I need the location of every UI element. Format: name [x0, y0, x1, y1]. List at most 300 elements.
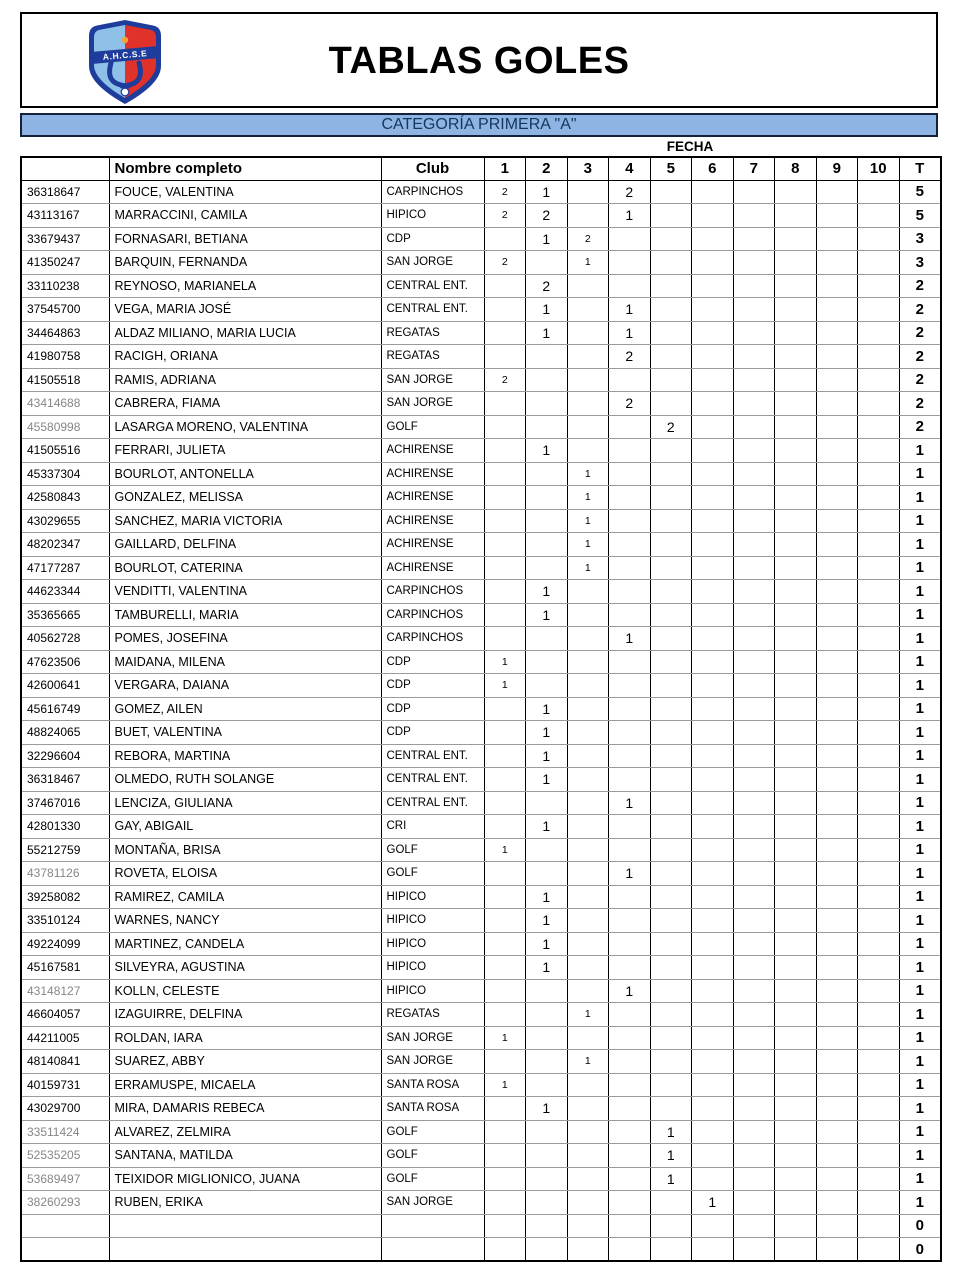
goal-cell-fecha-4: 1 [609, 298, 651, 322]
goal-cell-fecha-8 [775, 744, 817, 768]
goal-cell-fecha-3 [567, 862, 609, 886]
goal-cell-fecha-5 [650, 721, 692, 745]
goal-cell-fecha-4 [609, 909, 651, 933]
goal-cell-fecha-9 [816, 1003, 858, 1027]
goal-cell-fecha-7 [733, 603, 775, 627]
total-goals: 1 [899, 768, 941, 792]
player-name: FOUCE, VALENTINA [109, 180, 381, 204]
player-name: LASARGA MORENO, VALENTINA [109, 415, 381, 439]
goal-cell-fecha-3: 1 [567, 556, 609, 580]
goal-cell-fecha-4 [609, 1214, 651, 1238]
col-header-fecha-9: 9 [816, 157, 858, 180]
goal-cell-fecha-2 [526, 415, 568, 439]
goal-cell-fecha-1 [484, 345, 526, 369]
goal-cell-fecha-8 [775, 979, 817, 1003]
goal-cell-fecha-7 [733, 486, 775, 510]
goal-cell-fecha-9 [816, 744, 858, 768]
goal-cell-fecha-6 [692, 1214, 734, 1238]
goal-cell-fecha-7 [733, 650, 775, 674]
goal-cell-fecha-1 [484, 909, 526, 933]
player-row [21, 791, 941, 815]
goal-cell-fecha-5 [650, 533, 692, 557]
player-row [21, 862, 941, 886]
goal-cell-fecha-9 [816, 1214, 858, 1238]
category-bar: CATEGORÍA PRIMERA "A" [20, 113, 938, 137]
player-id: 39258082 [21, 885, 109, 909]
player-row [21, 486, 941, 510]
goal-cell-fecha-5 [650, 791, 692, 815]
club-name: ACHIRENSE [381, 556, 484, 580]
goal-cell-fecha-6 [692, 556, 734, 580]
goal-cell-fecha-6 [692, 298, 734, 322]
goal-cell-fecha-8 [775, 1191, 817, 1215]
player-id: 41505516 [21, 439, 109, 463]
goal-cell-fecha-4 [609, 274, 651, 298]
goal-cell-fecha-10 [858, 392, 900, 416]
goal-cell-fecha-6 [692, 1050, 734, 1074]
player-name: SANTANA, MATILDA [109, 1144, 381, 1168]
goal-cell-fecha-9 [816, 580, 858, 604]
goal-cell-fecha-7 [733, 204, 775, 228]
goal-cell-fecha-10 [858, 1191, 900, 1215]
goal-cell-fecha-2: 1 [526, 768, 568, 792]
goal-cell-fecha-6 [692, 462, 734, 486]
goal-cell-fecha-7 [733, 1050, 775, 1074]
goal-cell-fecha-1 [484, 744, 526, 768]
goal-cell-fecha-5 [650, 1097, 692, 1121]
goal-cell-fecha-10 [858, 697, 900, 721]
goal-cell-fecha-10 [858, 180, 900, 204]
goal-cell-fecha-4 [609, 1167, 651, 1191]
goal-cell-fecha-4: 1 [609, 627, 651, 651]
total-goals: 1 [899, 956, 941, 980]
player-row [21, 1097, 941, 1121]
col-header-total: T [899, 157, 941, 180]
goal-cell-fecha-7 [733, 509, 775, 533]
player-row [21, 650, 941, 674]
total-goals: 2 [899, 274, 941, 298]
player-id: 45337304 [21, 462, 109, 486]
goal-cell-fecha-8 [775, 204, 817, 228]
goal-cell-fecha-6 [692, 603, 734, 627]
goal-cell-fecha-10 [858, 533, 900, 557]
club-name: REGATAS [381, 1003, 484, 1027]
goal-cell-fecha-2: 2 [526, 274, 568, 298]
total-goals: 1 [899, 697, 941, 721]
goal-cell-fecha-9 [816, 298, 858, 322]
col-header-id [21, 157, 109, 180]
goal-cell-fecha-10 [858, 1167, 900, 1191]
total-goals: 1 [899, 674, 941, 698]
goal-cell-fecha-6 [692, 486, 734, 510]
player-id: 34464863 [21, 321, 109, 345]
goal-cell-fecha-4 [609, 768, 651, 792]
goal-cell-fecha-5 [650, 815, 692, 839]
goal-cell-fecha-10 [858, 815, 900, 839]
goal-cell-fecha-5 [650, 627, 692, 651]
player-row [21, 204, 941, 228]
club-name: ACHIRENSE [381, 533, 484, 557]
goal-cell-fecha-8 [775, 533, 817, 557]
goal-cell-fecha-4 [609, 744, 651, 768]
player-id: 37545700 [21, 298, 109, 322]
goal-cell-fecha-1 [484, 486, 526, 510]
player-name: LENCIZA, GIULIANA [109, 791, 381, 815]
goal-cell-fecha-10 [858, 791, 900, 815]
goal-cell-fecha-4 [609, 1097, 651, 1121]
player-id: 48140841 [21, 1050, 109, 1074]
goal-cell-fecha-2 [526, 1026, 568, 1050]
goal-cell-fecha-1 [484, 1097, 526, 1121]
goal-cell-fecha-7 [733, 791, 775, 815]
player-name: BARQUIN, FERNANDA [109, 251, 381, 275]
total-goals: 3 [899, 251, 941, 275]
goal-cell-fecha-10 [858, 251, 900, 275]
club-name: GOLF [381, 1120, 484, 1144]
player-id: 43148127 [21, 979, 109, 1003]
player-name: POMES, JOSEFINA [109, 627, 381, 651]
player-row [21, 1073, 941, 1097]
goal-cell-fecha-5 [650, 251, 692, 275]
club-name: SAN JORGE [381, 392, 484, 416]
goal-cell-fecha-1 [484, 979, 526, 1003]
player-row [21, 979, 941, 1003]
goal-cell-fecha-7 [733, 180, 775, 204]
goal-cell-fecha-6 [692, 909, 734, 933]
goal-cell-fecha-1 [484, 697, 526, 721]
goal-cell-fecha-4 [609, 486, 651, 510]
player-id: 42600641 [21, 674, 109, 698]
goal-cell-fecha-5 [650, 744, 692, 768]
goal-cell-fecha-1 [484, 721, 526, 745]
goal-cell-fecha-10 [858, 862, 900, 886]
goal-cell-fecha-5 [650, 580, 692, 604]
goal-cell-fecha-1: 1 [484, 650, 526, 674]
club-name: HIPICO [381, 932, 484, 956]
total-goals: 2 [899, 415, 941, 439]
total-goals: 1 [899, 627, 941, 651]
header-row [21, 157, 941, 180]
goal-cell-fecha-7 [733, 838, 775, 862]
goal-cell-fecha-4 [609, 1003, 651, 1027]
goal-cell-fecha-7 [733, 1120, 775, 1144]
club-name: CENTRAL ENT. [381, 791, 484, 815]
player-name: MIRA, DAMARIS REBECA [109, 1097, 381, 1121]
goal-cell-fecha-7 [733, 1144, 775, 1168]
col-header-fecha-10: 10 [858, 157, 900, 180]
goal-cell-fecha-9 [816, 697, 858, 721]
goal-cell-fecha-8 [775, 345, 817, 369]
goal-cell-fecha-10 [858, 885, 900, 909]
club-name: CARPINCHOS [381, 180, 484, 204]
player-row [21, 298, 941, 322]
player-row [21, 274, 941, 298]
goal-cell-fecha-9 [816, 509, 858, 533]
goal-cell-fecha-10 [858, 979, 900, 1003]
total-goals: 1 [899, 1073, 941, 1097]
player-name: MAIDANA, MILENA [109, 650, 381, 674]
club-name [381, 1238, 484, 1262]
goal-cell-fecha-5 [650, 556, 692, 580]
goal-cell-fecha-7 [733, 462, 775, 486]
total-goals: 1 [899, 603, 941, 627]
goal-cell-fecha-10 [858, 1050, 900, 1074]
goal-cell-fecha-9 [816, 368, 858, 392]
player-id: 41980758 [21, 345, 109, 369]
goal-cell-fecha-6 [692, 180, 734, 204]
goal-cell-fecha-6 [692, 1120, 734, 1144]
goal-cell-fecha-3 [567, 674, 609, 698]
goal-cell-fecha-1 [484, 627, 526, 651]
goal-cell-fecha-6 [692, 392, 734, 416]
goal-cell-fecha-6 [692, 885, 734, 909]
goal-cell-fecha-3 [567, 979, 609, 1003]
goal-cell-fecha-9 [816, 486, 858, 510]
goal-cell-fecha-6 [692, 838, 734, 862]
player-id: 33679437 [21, 227, 109, 251]
club-name: CARPINCHOS [381, 580, 484, 604]
goal-cell-fecha-7 [733, 1214, 775, 1238]
goal-cell-fecha-8 [775, 509, 817, 533]
goal-cell-fecha-9 [816, 932, 858, 956]
fecha-label: FECHA [666, 139, 714, 154]
goal-cell-fecha-10 [858, 509, 900, 533]
player-name: GONZALEZ, MELISSA [109, 486, 381, 510]
total-goals: 1 [899, 533, 941, 557]
total-goals: 1 [899, 744, 941, 768]
goal-cell-fecha-6 [692, 204, 734, 228]
goal-cell-fecha-3 [567, 1214, 609, 1238]
goal-cell-fecha-7 [733, 932, 775, 956]
player-name: GAY, ABIGAIL [109, 815, 381, 839]
player-name: MARRACCINI, CAMILA [109, 204, 381, 228]
goal-cell-fecha-7 [733, 909, 775, 933]
club-name: CARPINCHOS [381, 603, 484, 627]
player-id: 49224099 [21, 932, 109, 956]
goal-cell-fecha-5 [650, 1003, 692, 1027]
goal-cell-fecha-4: 1 [609, 862, 651, 886]
total-goals: 1 [899, 1097, 941, 1121]
player-id: 43113167 [21, 204, 109, 228]
goal-cell-fecha-10 [858, 1144, 900, 1168]
goal-cell-fecha-8 [775, 486, 817, 510]
player-row [21, 580, 941, 604]
goal-cell-fecha-9 [816, 603, 858, 627]
goal-cell-fecha-7 [733, 674, 775, 698]
player-row [21, 180, 941, 204]
goal-cell-fecha-8 [775, 1050, 817, 1074]
goal-cell-fecha-3: 1 [567, 509, 609, 533]
goal-cell-fecha-4 [609, 1238, 651, 1262]
goal-cell-fecha-1 [484, 462, 526, 486]
total-goals: 1 [899, 1003, 941, 1027]
goal-cell-fecha-6 [692, 862, 734, 886]
goal-cell-fecha-10 [858, 838, 900, 862]
goal-cell-fecha-8 [775, 838, 817, 862]
col-header-name: Nombre completo [109, 157, 381, 180]
goal-cell-fecha-3 [567, 838, 609, 862]
goal-cell-fecha-9 [816, 227, 858, 251]
goal-cell-fecha-8 [775, 392, 817, 416]
goal-cell-fecha-3 [567, 321, 609, 345]
goal-cell-fecha-6 [692, 627, 734, 651]
goal-cell-fecha-7 [733, 392, 775, 416]
goal-cell-fecha-5 [650, 885, 692, 909]
goal-cell-fecha-2 [526, 1167, 568, 1191]
player-row [21, 909, 941, 933]
goal-cell-fecha-4: 1 [609, 979, 651, 1003]
player-name: MARTINEZ, CANDELA [109, 932, 381, 956]
goal-cell-fecha-6 [692, 979, 734, 1003]
goal-cell-fecha-9 [816, 650, 858, 674]
goal-cell-fecha-3 [567, 768, 609, 792]
club-name: CDP [381, 227, 484, 251]
hockey-ball-icon [121, 88, 129, 96]
goal-cell-fecha-1 [484, 956, 526, 980]
player-name: RAMIS, ADRIANA [109, 368, 381, 392]
goal-cell-fecha-8 [775, 862, 817, 886]
goal-cell-fecha-10 [858, 1214, 900, 1238]
player-name: GAILLARD, DELFINA [109, 533, 381, 557]
goal-cell-fecha-5 [650, 956, 692, 980]
goal-cell-fecha-5 [650, 838, 692, 862]
goal-cell-fecha-5 [650, 509, 692, 533]
goal-cell-fecha-3 [567, 932, 609, 956]
goal-cell-fecha-8 [775, 721, 817, 745]
player-row [21, 932, 941, 956]
col-header-fecha-1: 1 [484, 157, 526, 180]
goal-cell-fecha-6 [692, 1026, 734, 1050]
player-id: 43029700 [21, 1097, 109, 1121]
goal-cell-fecha-6 [692, 368, 734, 392]
player-name: CABRERA, FIAMA [109, 392, 381, 416]
goal-cell-fecha-7 [733, 345, 775, 369]
goal-cell-fecha-8 [775, 791, 817, 815]
goal-cell-fecha-4 [609, 1120, 651, 1144]
goal-cell-fecha-1 [484, 1003, 526, 1027]
goal-cell-fecha-5: 2 [650, 415, 692, 439]
goal-cell-fecha-5 [650, 650, 692, 674]
goal-cell-fecha-7 [733, 368, 775, 392]
player-id: 40562728 [21, 627, 109, 651]
goal-cell-fecha-9 [816, 1144, 858, 1168]
goal-cell-fecha-5 [650, 1214, 692, 1238]
goal-cell-fecha-4 [609, 1191, 651, 1215]
player-name: TAMBURELLI, MARIA [109, 603, 381, 627]
goal-cell-fecha-7 [733, 227, 775, 251]
goal-cell-fecha-1: 1 [484, 838, 526, 862]
goal-cell-fecha-7 [733, 697, 775, 721]
club-name: SAN JORGE [381, 1050, 484, 1074]
goal-cell-fecha-8 [775, 815, 817, 839]
goal-cell-fecha-10 [858, 274, 900, 298]
goal-cell-fecha-9 [816, 791, 858, 815]
goal-cell-fecha-8 [775, 1214, 817, 1238]
goal-cell-fecha-4: 2 [609, 392, 651, 416]
goal-cell-fecha-10 [858, 603, 900, 627]
goal-cell-fecha-8 [775, 556, 817, 580]
goal-cell-fecha-7 [733, 439, 775, 463]
goal-cell-fecha-2 [526, 1073, 568, 1097]
goal-cell-fecha-1: 2 [484, 204, 526, 228]
goal-cell-fecha-9 [816, 815, 858, 839]
goal-cell-fecha-2 [526, 1120, 568, 1144]
goal-cell-fecha-3 [567, 1191, 609, 1215]
goal-cell-fecha-3 [567, 956, 609, 980]
player-name: FERRARI, JULIETA [109, 439, 381, 463]
total-goals: 2 [899, 321, 941, 345]
goal-cell-fecha-1 [484, 556, 526, 580]
goal-cell-fecha-2: 1 [526, 885, 568, 909]
goal-cell-fecha-4 [609, 838, 651, 862]
goal-cell-fecha-4 [609, 603, 651, 627]
total-goals: 1 [899, 979, 941, 1003]
goal-cell-fecha-9 [816, 768, 858, 792]
goal-cell-fecha-2 [526, 1144, 568, 1168]
player-name: SANCHEZ, MARIA VICTORIA [109, 509, 381, 533]
player-id: 55212759 [21, 838, 109, 862]
goal-cell-fecha-9 [816, 627, 858, 651]
player-id [21, 1214, 109, 1238]
goal-cell-fecha-7 [733, 1073, 775, 1097]
goal-cell-fecha-2 [526, 509, 568, 533]
player-row [21, 768, 941, 792]
goal-cell-fecha-9 [816, 909, 858, 933]
goal-cell-fecha-4 [609, 227, 651, 251]
total-goals: 1 [899, 1191, 941, 1215]
player-row [21, 1167, 941, 1191]
player-id: 33511424 [21, 1120, 109, 1144]
goal-cell-fecha-4 [609, 1073, 651, 1097]
goal-cell-fecha-10 [858, 1003, 900, 1027]
goal-cell-fecha-4 [609, 580, 651, 604]
goal-cell-fecha-1 [484, 1238, 526, 1262]
goal-cell-fecha-6 [692, 650, 734, 674]
goal-cell-fecha-5 [650, 345, 692, 369]
player-name: RUBEN, ERIKA [109, 1191, 381, 1215]
goal-cell-fecha-9 [816, 556, 858, 580]
goal-cell-fecha-3: 1 [567, 1050, 609, 1074]
goal-cell-fecha-4 [609, 439, 651, 463]
goal-cell-fecha-9 [816, 1097, 858, 1121]
goal-cell-fecha-4 [609, 885, 651, 909]
goal-cell-fecha-10 [858, 932, 900, 956]
goal-cell-fecha-8 [775, 697, 817, 721]
goal-cell-fecha-7 [733, 274, 775, 298]
goal-cell-fecha-10 [858, 580, 900, 604]
goal-cell-fecha-1: 2 [484, 180, 526, 204]
player-id: 42801330 [21, 815, 109, 839]
goal-cell-fecha-4: 1 [609, 321, 651, 345]
goal-cell-fecha-1 [484, 1191, 526, 1215]
goals-table [20, 156, 942, 1262]
player-name: ROVETA, ELOISA [109, 862, 381, 886]
col-header-fecha-5: 5 [650, 157, 692, 180]
goal-cell-fecha-9 [816, 462, 858, 486]
goal-cell-fecha-7 [733, 321, 775, 345]
goal-cell-fecha-8 [775, 580, 817, 604]
goal-cell-fecha-5 [650, 180, 692, 204]
player-id: 43029655 [21, 509, 109, 533]
club-name: ACHIRENSE [381, 509, 484, 533]
goal-cell-fecha-7 [733, 885, 775, 909]
goal-cell-fecha-2: 1 [526, 721, 568, 745]
goal-cell-fecha-6 [692, 1097, 734, 1121]
goal-cell-fecha-9 [816, 180, 858, 204]
goal-cell-fecha-1: 1 [484, 1073, 526, 1097]
goal-cell-fecha-6 [692, 697, 734, 721]
goal-cell-fecha-7 [733, 556, 775, 580]
